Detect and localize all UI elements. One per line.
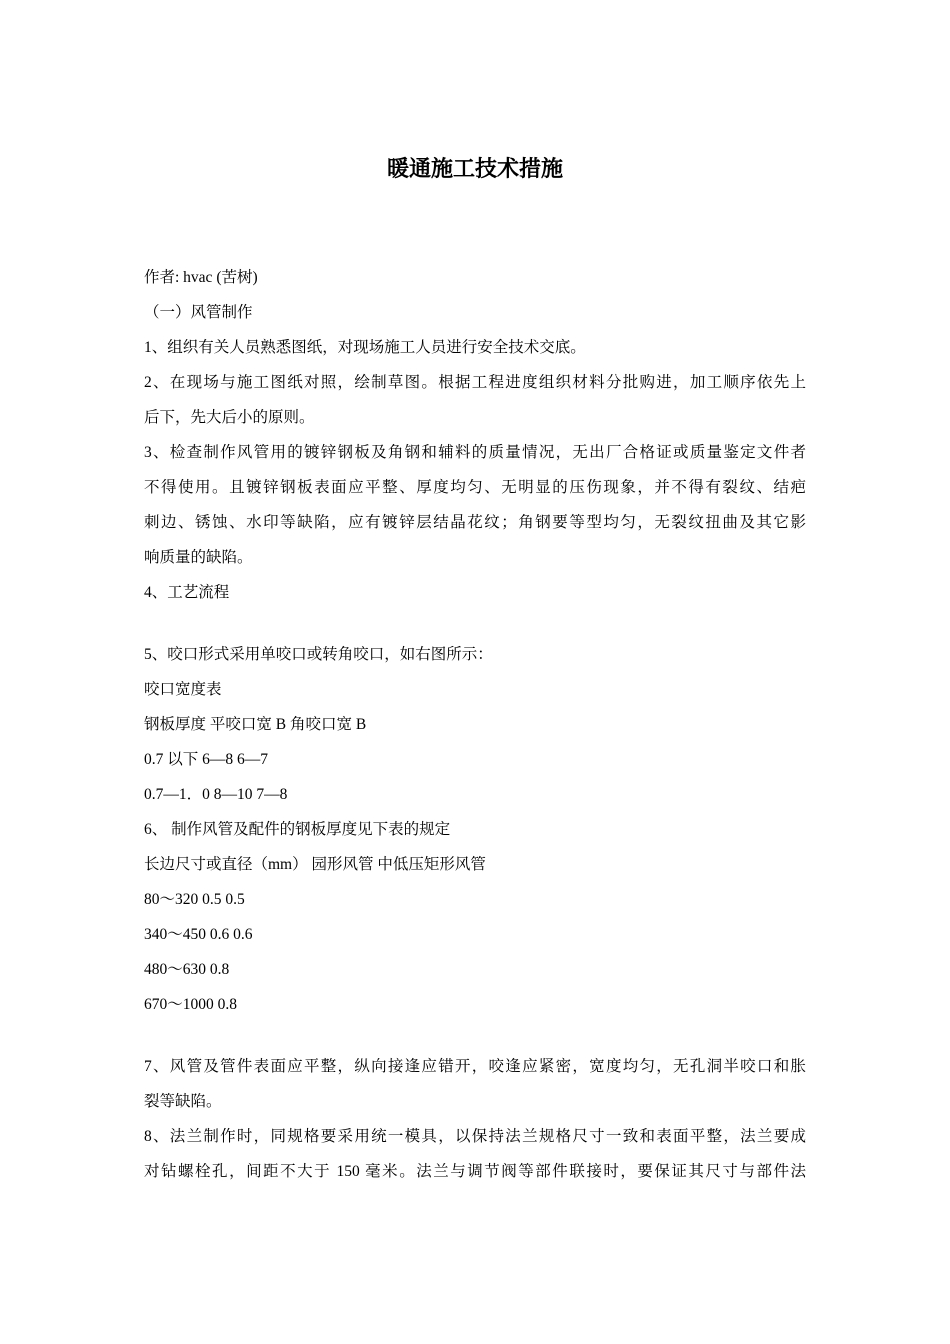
item-3-line-2: 不得使用。且镀锌钢板表面应平整、厚度均匀、无明显的压伤现象，并不得有裂纹、结疤 — [144, 479, 806, 496]
bite-table-title: 咬口宽度表 — [144, 681, 222, 698]
blank-space — [144, 610, 806, 637]
thickness-table-row: 80～320 0.5 0.5 — [144, 891, 245, 908]
item-3-line-1: 3、检查制作风管用的镀锌钢板及角钢和辅料的质量情况，无出厂合格证或质量鉴定文件者 — [144, 444, 806, 461]
item-3-line-3: 刺边、锈蚀、水印等缺陷，应有镀锌层结晶花纹；角钢要等型均匀，无裂纹扭曲及其它影 — [144, 514, 806, 531]
item-2-line-1: 2、在现场与施工图纸对照，绘制草图。根据工程进度组织材料分批购进，加工顺序依先上 — [144, 374, 806, 391]
item-4: 4、工艺流程 — [144, 584, 230, 601]
document-body — [144, 260, 806, 1189]
item-8-line-1: 8、法兰制作时，同规格要采用统一模具，以保持法兰规格尺寸一致和表面平整，法兰要成 — [144, 1128, 806, 1145]
item-7-line-1: 7、风管及管件表面应平整，纵向接逢应错开，咬逢应紧密，宽度均匀，无孔洞半咬口和胀 — [144, 1058, 806, 1075]
section-heading: （一）风管制作 — [144, 304, 253, 321]
item-6: 6、 制作风管及配件的钢板厚度见下表的规定 — [144, 821, 451, 838]
thickness-table-header: 长边尺寸或直径（mm） 园形风管 中低压矩形风管 — [144, 856, 486, 873]
bite-table-row: 0.7—1．0 8—10 7—8 — [144, 786, 288, 803]
thickness-table-row: 480～630 0.8 — [144, 961, 230, 978]
author-line: 作者: hvac (苦树) — [144, 269, 258, 286]
bite-table-header: 钢板厚度 平咬口宽 B 角咬口宽 B — [144, 716, 367, 733]
thickness-table-row: 340～450 0.6 0.6 — [144, 926, 253, 943]
blank-space — [144, 1022, 806, 1049]
page-title: 暖通施工技术措施 — [386, 157, 563, 182]
item-2-line-2: 后下，先大后小的原则。 — [144, 409, 315, 426]
item-3-line-4: 响质量的缺陷。 — [144, 549, 253, 566]
thickness-table-row: 670～1000 0.8 — [144, 996, 238, 1013]
item-7-line-2: 裂等缺陷。 — [144, 1093, 222, 1110]
bite-table-row: 0.7 以下 6—8 6—7 — [144, 751, 269, 768]
item-5: 5、咬口形式采用单咬口或转角咬口，如右图所示： — [144, 646, 493, 663]
item-1: 1、组织有关人员熟悉图纸，对现场施工人员进行安全技术交底。 — [144, 339, 586, 356]
item-8-line-2: 对钻螺栓孔，间距不大于 150 毫米。法兰与调节阀等部件联接时，要保证其尺寸与部件法 — [144, 1163, 806, 1180]
